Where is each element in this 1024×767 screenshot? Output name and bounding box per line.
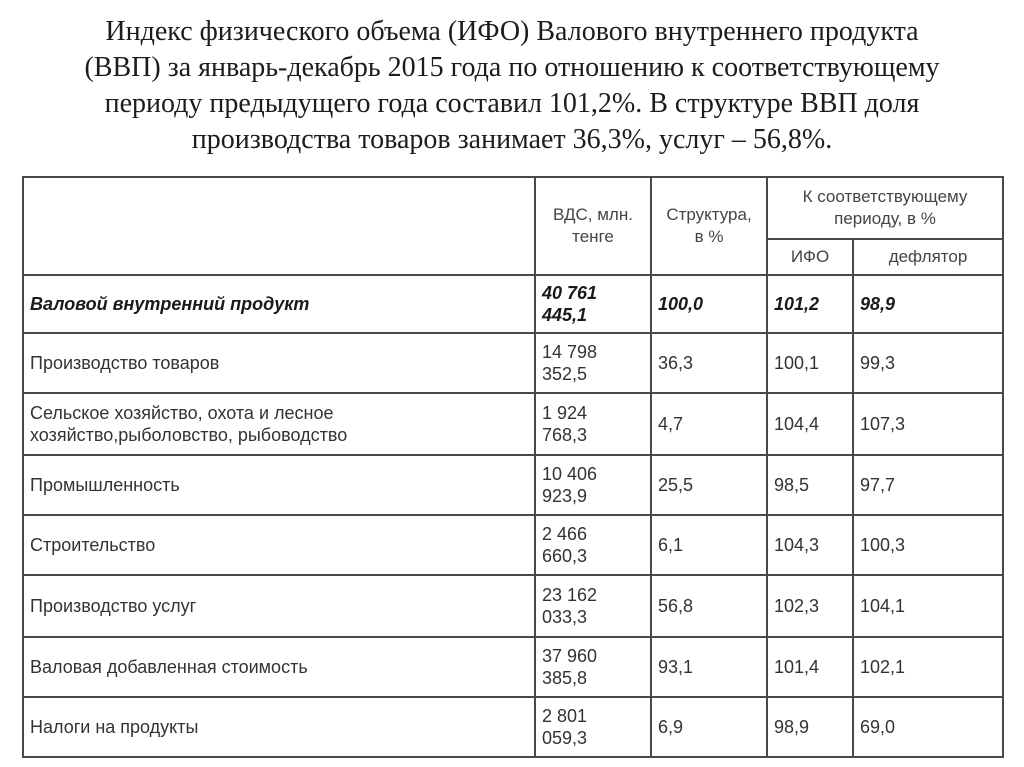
- table-row: [23, 393, 1003, 455]
- row-deflator: 104,1: [853, 575, 1003, 637]
- row-vds: 1 924 768,3: [535, 393, 651, 455]
- row-ifo: 98,9: [767, 697, 853, 757]
- row-deflator: 102,1: [853, 637, 1003, 697]
- header-empty-cell: [23, 177, 535, 275]
- heading-line-3: периоду предыдущего года составил 101,2%. В структуре ВВП доля: [104, 88, 920, 119]
- row-deflator: 98,9: [853, 275, 1003, 333]
- row-vds: 37 960 385,8: [535, 637, 651, 697]
- gdp-table: [22, 176, 1004, 758]
- row-vds: 2 801 059,3: [535, 697, 651, 757]
- table-row: [23, 575, 1003, 637]
- heading-line-2: (ВВП) за январь-декабрь 2015 года по отношению к соответствующему: [84, 52, 940, 83]
- row-vds: 14 798 352,5: [535, 333, 651, 393]
- heading-line-4: производства товаров занимает 36,3%, услуг – 56,8%.: [191, 124, 833, 155]
- table-row-gdp: [23, 275, 1003, 333]
- table-row: [23, 333, 1003, 393]
- row-deflator: 97,7: [853, 455, 1003, 515]
- row-structure: 6,1: [651, 515, 767, 575]
- row-name: Строительство: [23, 515, 535, 575]
- row-ifo: 98,5: [767, 455, 853, 515]
- row-vds: 2 466 660,3: [535, 515, 651, 575]
- header-structure: Структура, в %: [651, 177, 767, 275]
- row-structure: 25,5: [651, 455, 767, 515]
- table-row: [23, 697, 1003, 757]
- row-name: Промышленность: [23, 455, 535, 515]
- slide-heading: [30, 14, 994, 158]
- header-vds: ВДС, млн. тенге: [535, 177, 651, 275]
- row-ifo: 102,3: [767, 575, 853, 637]
- row-deflator: 100,3: [853, 515, 1003, 575]
- row-ifo: 101,2: [767, 275, 853, 333]
- row-structure: 4,7: [651, 393, 767, 455]
- row-vds: 10 406 923,9: [535, 455, 651, 515]
- row-structure: 36,3: [651, 333, 767, 393]
- header-ifo: ИФО: [767, 239, 853, 275]
- row-deflator: 69,0: [853, 697, 1003, 757]
- row-name: Производство услуг: [23, 575, 535, 637]
- row-structure: 93,1: [651, 637, 767, 697]
- row-name: Сельское хозяйство, охота и лесное хозяйство,рыболовство, рыбоводство: [23, 393, 535, 455]
- row-deflator: 107,3: [853, 393, 1003, 455]
- row-ifo: 104,4: [767, 393, 853, 455]
- row-name: Валовая добавленная стоимость: [23, 637, 535, 697]
- row-name: Валовой внутренний продукт: [23, 275, 535, 333]
- row-ifo: 101,4: [767, 637, 853, 697]
- row-deflator: 99,3: [853, 333, 1003, 393]
- row-structure: 56,8: [651, 575, 767, 637]
- row-name: Налоги на продукты: [23, 697, 535, 757]
- row-ifo: 100,1: [767, 333, 853, 393]
- table-row: [23, 455, 1003, 515]
- header-period: К соответствующему периоду, в %: [767, 177, 1003, 239]
- header-deflator: дефлятор: [853, 239, 1003, 275]
- heading-line-1: Индекс физического объема (ИФО) Валового внутреннего продукта: [105, 16, 919, 47]
- row-structure: 6,9: [651, 697, 767, 757]
- row-vds: 40 761 445,1: [535, 275, 651, 333]
- row-vds: 23 162 033,3: [535, 575, 651, 637]
- table-row: [23, 637, 1003, 697]
- table-row: [23, 515, 1003, 575]
- row-ifo: 104,3: [767, 515, 853, 575]
- row-name: Производство товаров: [23, 333, 535, 393]
- row-structure: 100,0: [651, 275, 767, 333]
